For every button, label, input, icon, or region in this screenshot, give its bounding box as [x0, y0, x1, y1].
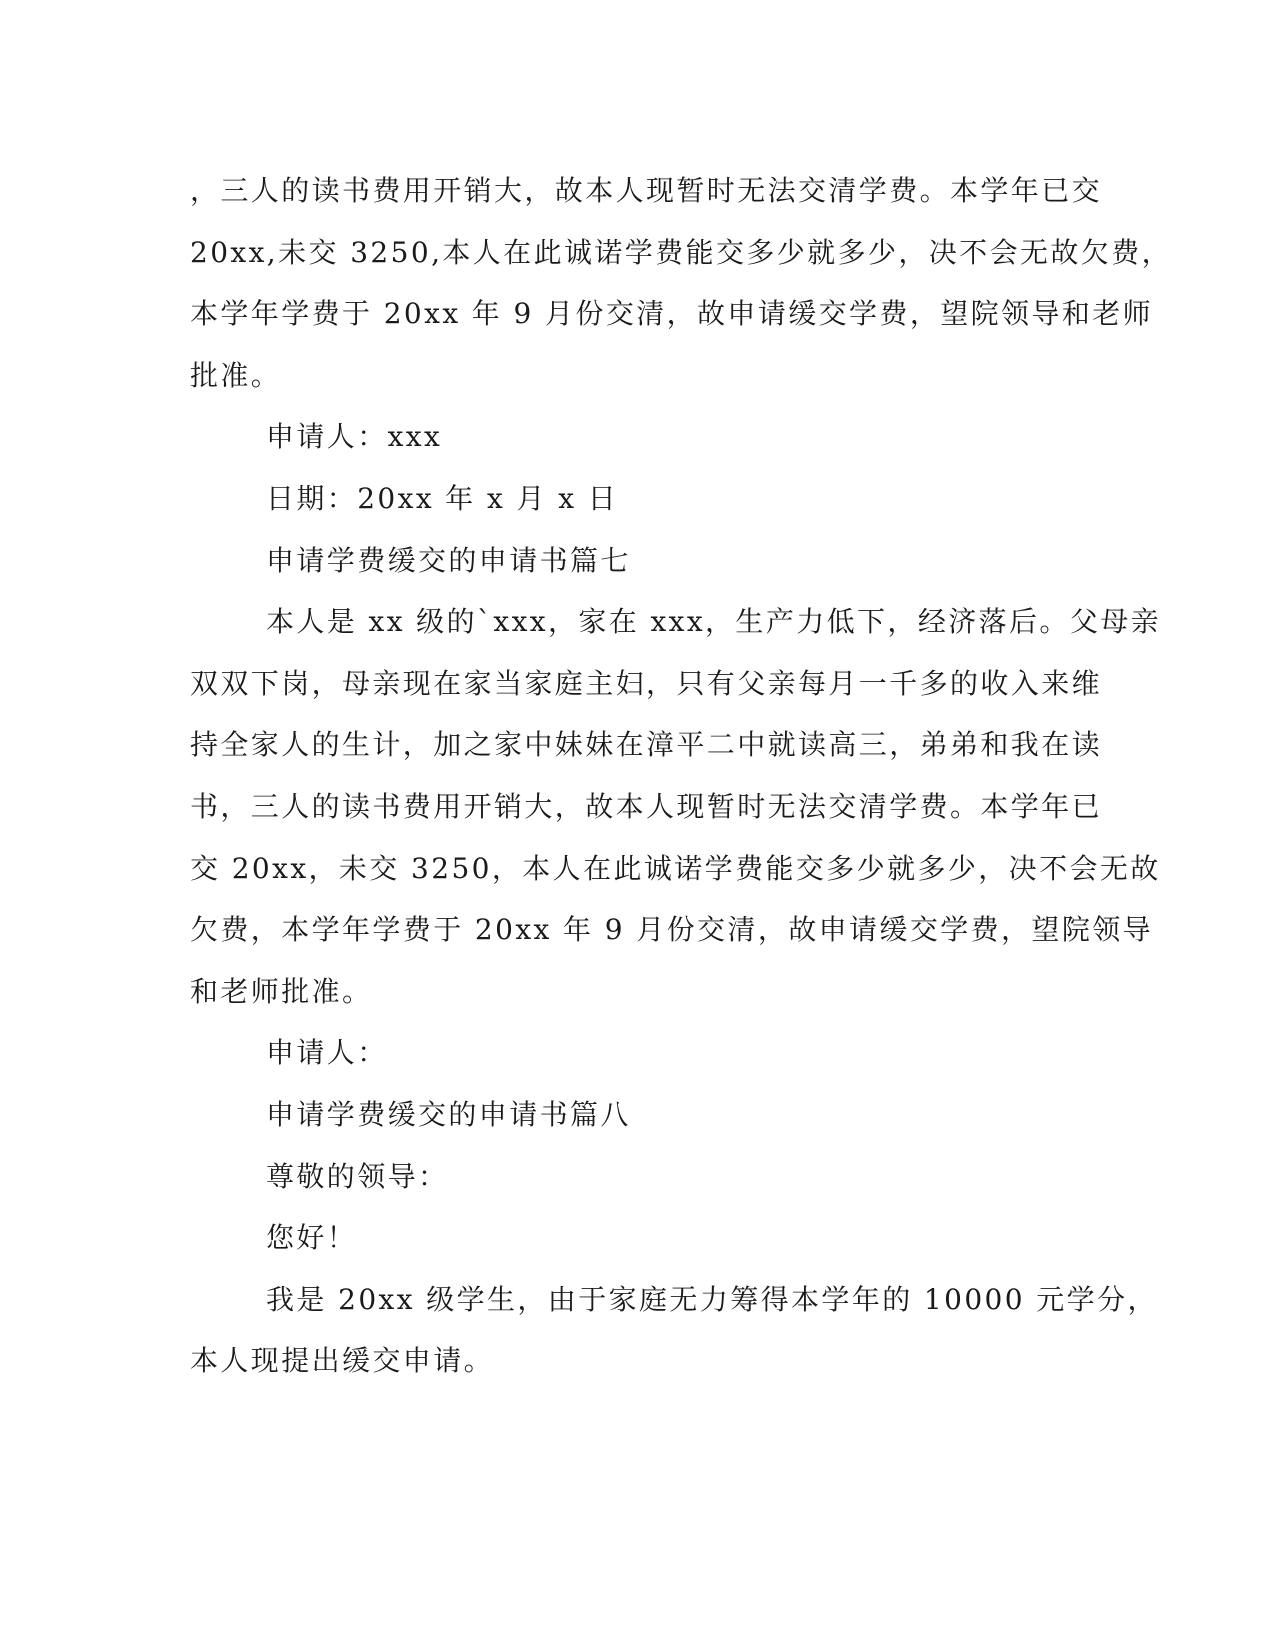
text-line: 双双下岗，母亲现在家当家庭主妇，只有父亲每月一千多的收入来维 — [190, 666, 1103, 700]
text-line: 书，三人的读书费用开销大，故本人现暂时无法交清学费。本学年已 — [190, 789, 1103, 823]
text-line: 本学年学费于 20xx 年 9 月份交清，故申请缓交学费，望院领导和老师 — [190, 297, 1154, 331]
text-line: 持全家人的生计，加之家中妹妹在漳平二中就读高三，弟弟和我在读 — [190, 728, 1103, 762]
text-line: 本人现提出缓交申请。 — [190, 1344, 495, 1378]
greeting: 您好！ — [266, 1221, 358, 1255]
applicant-line: 申请人： — [266, 1036, 388, 1070]
text-line: 本人是 xx 级的`xxx，家在 xxx，生产力低下，经济落后。父母亲 — [266, 605, 1162, 639]
text-line: 和老师批准。 — [190, 974, 373, 1008]
text-line: 欠费，本学年学费于 20xx 年 9 月份交清，故申请缓交学费，望院领导 — [190, 913, 1154, 947]
text-line: 我是 20xx 级学生，由于家庭无力筹得本学年的 10000 元学分， — [266, 1282, 1158, 1316]
text-line: 批准。 — [190, 358, 282, 392]
text-line: 20xx,未交 3250,本人在此诚诺学费能交多少就多少，决不会无故欠费， — [190, 235, 1172, 269]
text-line: 交 20xx，未交 3250，本人在此诚诺学费能交多少就多少，决不会无故 — [190, 851, 1161, 885]
section-heading-eight: 申请学费缓交的申请书篇八 — [266, 1097, 631, 1131]
section-heading-seven: 申请学费缓交的申请书篇七 — [266, 543, 631, 577]
document-body — [190, 160, 1172, 1392]
text-line: ，三人的读书费用开销大，故本人现暂时无法交清学费。本学年已交 — [190, 174, 1103, 207]
date-line: 日期：20xx 年 x 月 x 日 — [266, 481, 619, 515]
salutation: 尊敬的领导： — [266, 1159, 449, 1193]
applicant-line: 申请人：xxx — [266, 420, 443, 454]
